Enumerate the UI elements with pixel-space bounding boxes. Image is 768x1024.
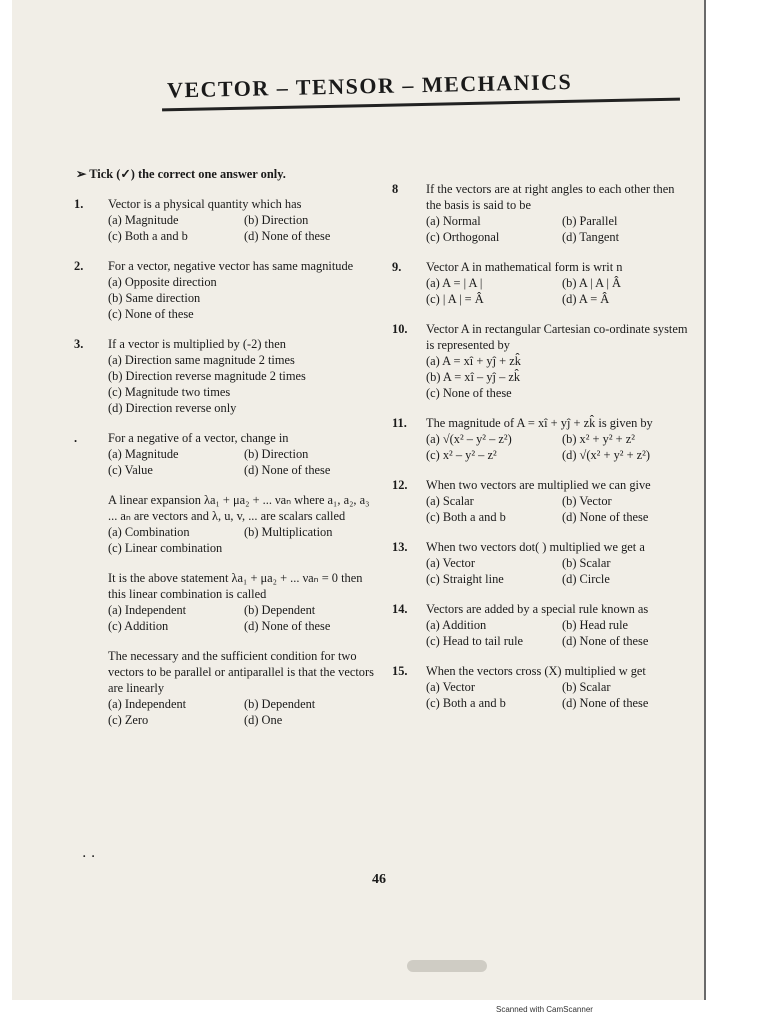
question-body xyxy=(426,415,692,463)
question-item xyxy=(392,415,692,463)
question-number: 8 xyxy=(392,182,399,196)
answer-options xyxy=(426,275,692,307)
answer-options xyxy=(426,679,692,711)
answer-option[interactable]: (a) Scalar xyxy=(426,494,474,508)
answer-option[interactable]: (d) None of these xyxy=(562,510,649,524)
answer-options xyxy=(426,555,692,587)
question-item xyxy=(392,181,692,245)
question-number: 13. xyxy=(392,540,408,554)
question-number: 10. xyxy=(392,322,408,336)
answer-option[interactable]: (a) Magnitude xyxy=(108,447,179,461)
answer-option[interactable]: (b) Vector xyxy=(562,494,612,508)
answer-option[interactable]: (b) Direction reverse magnitude 2 times xyxy=(108,369,306,383)
question-text: Vectors are added by a special rule known as xyxy=(426,602,649,616)
answer-option[interactable]: (d) None of these xyxy=(562,696,649,710)
answer-option[interactable]: (c) None of these xyxy=(108,307,194,321)
answer-options xyxy=(426,493,692,525)
answer-option[interactable]: (a) Opposite direction xyxy=(108,275,217,289)
answer-option[interactable]: (b) Direction xyxy=(244,447,309,461)
question-item xyxy=(392,663,692,711)
question-item xyxy=(74,570,374,634)
question-item xyxy=(74,196,374,244)
answer-option[interactable]: (d) None of these xyxy=(244,463,331,477)
answer-option[interactable]: (b) Scalar xyxy=(562,556,611,570)
answer-options xyxy=(108,524,374,556)
question-item xyxy=(392,601,692,649)
question-body xyxy=(426,663,692,711)
answer-option[interactable]: (a) Magnitude xyxy=(108,213,179,227)
question-number xyxy=(74,570,108,634)
answer-option[interactable]: (d) A = Â xyxy=(562,292,610,306)
instruction: ➢ Tick (✓) the correct one answer only. xyxy=(76,167,286,181)
answer-option[interactable]: (b) Head rule xyxy=(562,618,629,632)
answer-option[interactable]: (d) None of these xyxy=(562,634,649,648)
answer-options xyxy=(426,431,692,463)
question-number: 1. xyxy=(74,197,84,211)
answer-option[interactable]: (c) | A | = Â xyxy=(426,292,484,306)
question-body xyxy=(108,430,374,478)
question-item xyxy=(392,477,692,525)
question-text: A linear expansion λa₁ + μa₂ + ... νaₙ where a₁, a₂, a₃ ... aₙ are vectors and λ, u, v, ... are scalars called xyxy=(108,493,370,523)
question-item xyxy=(74,258,374,322)
answer-option[interactable]: (d) None of these xyxy=(244,229,331,243)
answer-options xyxy=(108,352,374,416)
question-item xyxy=(392,321,692,401)
question-text: For a vector, negative vector has same magnitude xyxy=(108,259,354,273)
answer-option[interactable]: (b) Dependent xyxy=(244,603,316,617)
question-item xyxy=(74,492,374,556)
question-number: 12. xyxy=(392,478,408,492)
answer-option[interactable]: (a) Independent xyxy=(108,603,187,617)
answer-option[interactable]: (a) Vector xyxy=(426,556,475,570)
answer-option[interactable]: (b) Dependent xyxy=(244,697,316,711)
question-body xyxy=(108,336,374,416)
question-body xyxy=(108,492,374,556)
question-body xyxy=(426,259,692,307)
question-body xyxy=(426,601,692,649)
question-number: 11. xyxy=(392,416,407,430)
answer-option[interactable]: (d) √(x² + y² + z²) xyxy=(562,448,650,462)
question-body xyxy=(426,181,692,245)
answer-option[interactable]: (a) A = | A | xyxy=(426,276,483,290)
answer-option[interactable]: (d) Tangent xyxy=(562,230,620,244)
stray-marks: . . xyxy=(82,845,96,861)
question-body xyxy=(108,196,374,244)
question-number: 15. xyxy=(392,664,408,678)
right-column xyxy=(392,181,692,725)
answer-option[interactable]: (a) Normal xyxy=(426,214,481,228)
question-text: It is the above statement λa₁ + μa₂ + ... νaₙ = 0 then this linear combination is called xyxy=(108,571,363,601)
answer-option[interactable]: (b) x² + y² + z² xyxy=(562,432,635,446)
answer-option[interactable]: (c) Magnitude two times xyxy=(108,385,231,399)
question-body xyxy=(426,477,692,525)
page-edge-shadow xyxy=(704,0,706,1000)
answer-option[interactable]: (a) A = xî + yĵ + zk̂ xyxy=(426,354,521,368)
answer-option[interactable]: (a) Addition xyxy=(426,618,487,632)
answer-option[interactable]: (d) One xyxy=(244,713,283,727)
question-number xyxy=(74,492,108,556)
answer-option[interactable]: (a) Combination xyxy=(108,525,190,539)
answer-option[interactable]: (b) Direction xyxy=(244,213,309,227)
left-column xyxy=(74,166,374,742)
answer-option[interactable]: (d) Circle xyxy=(562,572,610,586)
page-title: VECTOR – TENSOR – MECHANICS xyxy=(166,68,573,103)
question-item xyxy=(392,539,692,587)
question-text: The necessary and the sufficient condition for two vectors to be parallel or antiparallel is that the vectors are linearly xyxy=(108,649,374,695)
question-body xyxy=(426,539,692,587)
answer-option[interactable]: (d) Direction reverse only xyxy=(108,401,237,415)
question-text: If the vectors are at right angles to each other then the basis is said to be xyxy=(426,182,675,212)
answer-options xyxy=(426,617,692,649)
answer-option[interactable]: (c) Orthogonal xyxy=(426,230,500,244)
question-item xyxy=(74,648,374,728)
question-item xyxy=(392,259,692,307)
question-text: When two vectors are multiplied we can give xyxy=(426,478,651,492)
answer-options xyxy=(426,213,692,245)
answer-option[interactable]: (c) Value xyxy=(108,463,153,477)
answer-option[interactable]: (c) None of these xyxy=(426,386,512,400)
answer-option[interactable]: (c) Both a and b xyxy=(426,696,506,710)
scan-smudge xyxy=(407,960,487,972)
answer-option[interactable]: (b) Multiplication xyxy=(244,525,333,539)
left-question-list xyxy=(74,196,374,728)
answer-option[interactable]: (c) Addition xyxy=(108,619,169,633)
question-text: For a negative of a vector, change in xyxy=(108,431,289,445)
answer-options xyxy=(108,446,374,478)
question-text: Vector is a physical quantity which has xyxy=(108,197,302,211)
answer-option[interactable]: (b) A | A | Â xyxy=(562,276,622,290)
answer-options xyxy=(108,602,374,634)
right-question-list xyxy=(392,181,692,711)
answer-option[interactable]: (b) A = xî – yĵ – zk̂ xyxy=(426,370,521,384)
answer-option[interactable]: (c) Head to tail rule xyxy=(426,634,524,648)
question-body xyxy=(108,570,374,634)
answer-option[interactable]: (c) Linear combination xyxy=(108,541,223,555)
page-number: 46 xyxy=(372,872,386,887)
answer-option[interactable]: (a) Vector xyxy=(426,680,475,694)
question-item xyxy=(74,430,374,478)
question-body xyxy=(108,648,374,728)
question-number: 14. xyxy=(392,602,408,616)
scanner-watermark: Scanned with CamScanner xyxy=(496,1005,593,1014)
answer-option[interactable]: (b) Same direction xyxy=(108,291,201,305)
answer-option[interactable]: (c) Both a and b xyxy=(108,229,188,243)
question-text: If a vector is multiplied by (-2) then xyxy=(108,337,286,351)
answer-option[interactable]: (a) Direction same magnitude 2 times xyxy=(108,353,295,367)
answer-option[interactable]: (c) Both a and b xyxy=(426,510,506,524)
answer-option[interactable]: (a) √(x² – y² – z²) xyxy=(426,432,512,446)
question-body xyxy=(426,321,692,401)
answer-options xyxy=(108,696,374,728)
answer-option[interactable]: (c) Zero xyxy=(108,713,149,727)
answer-option[interactable]: (a) Independent xyxy=(108,697,187,711)
answer-option[interactable]: (c) x² – y² – z² xyxy=(426,448,497,462)
answer-options xyxy=(108,274,374,322)
question-body xyxy=(108,258,374,322)
scanned-page xyxy=(12,0,704,1000)
question-number xyxy=(74,648,108,728)
answer-option[interactable]: (b) Scalar xyxy=(562,680,611,694)
answer-option[interactable]: (b) Parallel xyxy=(562,214,618,228)
question-item xyxy=(74,336,374,416)
question-text: The magnitude of A = xî + yĵ + zk̂ is given by xyxy=(426,416,653,430)
question-number: 2. xyxy=(74,259,84,273)
question-number: 3. xyxy=(74,337,84,351)
question-text: Vector A in rectangular Cartesian co-ordinate system is represented by xyxy=(426,322,688,352)
question-text: Vector A in mathematical form is writ n xyxy=(426,260,623,274)
question-number: . xyxy=(74,431,78,445)
answer-option[interactable]: (c) Straight line xyxy=(426,572,504,586)
answer-options xyxy=(426,353,692,401)
answer-option[interactable]: (d) None of these xyxy=(244,619,331,633)
question-text: When two vectors dot( ) multiplied we get a xyxy=(426,540,645,554)
answer-options xyxy=(108,212,374,244)
question-text: When the vectors cross (X) multiplied w get xyxy=(426,664,646,678)
question-number: 9. xyxy=(392,260,402,274)
